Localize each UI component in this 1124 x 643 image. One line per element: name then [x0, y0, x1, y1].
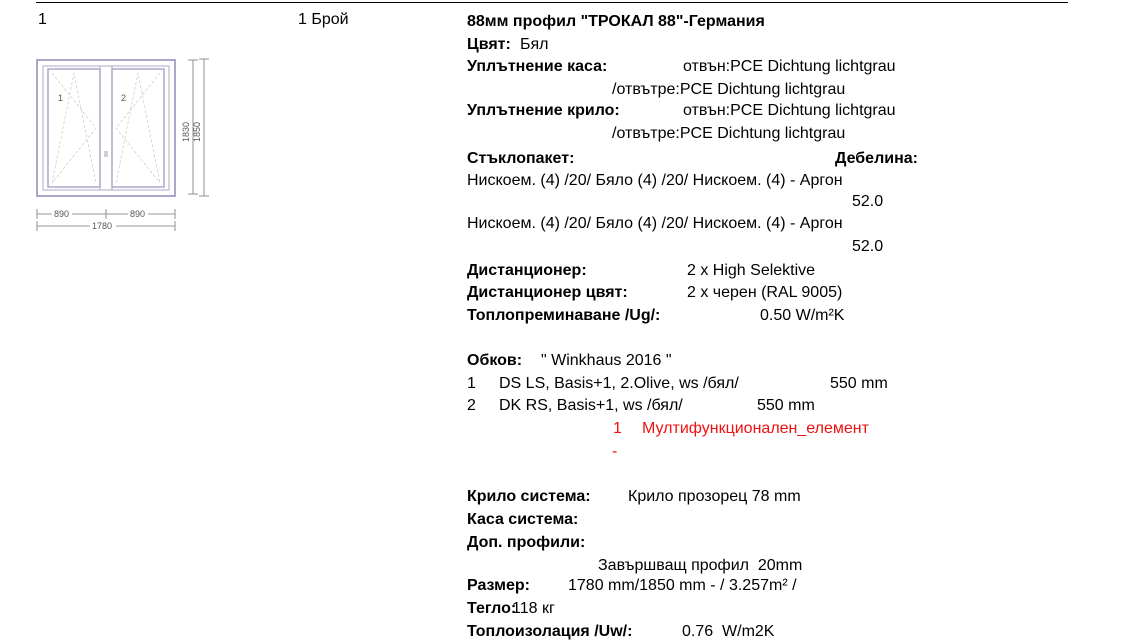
hardware-item-2-num: 2 [467, 397, 476, 414]
frame-seal-out: отвън:PCE Dichtung lichtgrau [683, 58, 896, 75]
sash-system-value: Крило прозорец 78 mm [628, 488, 801, 505]
color-label: Цвят: [467, 36, 511, 53]
ug-value: 0.50 W/m²K [760, 307, 845, 324]
thickness-label: Дебелина: [835, 150, 918, 167]
frame-seal-in: /отвътре:PCE Dichtung lichtgrau [612, 81, 846, 98]
extra-element-num: 1 [613, 420, 622, 437]
ug-label: Топлопреминаване /Ug/: [467, 307, 661, 324]
uw-value: 0.76 W/m2K [682, 623, 775, 640]
glass-row-2: Нискоем. (4) /20/ Бяло (4) /20/ Нискоем. (4) - Аргон [467, 215, 843, 232]
hardware-item-1-num: 1 [467, 375, 476, 392]
top-rule [36, 2, 1068, 3]
extra-element-dash: - [612, 443, 618, 460]
handle-marks [105, 151, 107, 157]
add-profile-value: Завършващ профил 20mm [598, 557, 803, 574]
hardware-value: " Winkhaus 2016 " [541, 352, 672, 369]
sash-label-1: 1 [58, 93, 64, 103]
extra-element-name: Мултифункционален_елемент [642, 420, 869, 437]
dim-width-left: 890 [54, 209, 70, 219]
add-profiles-label: Доп. профили: [467, 534, 586, 551]
color-value: Бял [520, 36, 549, 53]
spacer-color-label: Дистанционер цвят: [467, 284, 628, 301]
weight-label: Тегло: [467, 600, 517, 617]
sash-system-label: Крило система: [467, 488, 591, 505]
spacer-value: 2 x High Selektive [687, 262, 816, 279]
frame-system-label: Каса система: [467, 511, 579, 528]
weight-value: 118 кг [512, 600, 555, 617]
quantity-label: 1 Брой [298, 11, 349, 28]
hardware-item-2-desc: DK RS, Basis+1, ws /бял/ [499, 397, 683, 414]
frame-seal-label: Уплътнение каса: [467, 58, 608, 75]
sash-seal-in: /отвътре:PCE Dichtung lichtgrau [612, 125, 846, 142]
sash-seal-out: отвън:PCE Dichtung lichtgrau [683, 102, 896, 119]
glass-thickness-1: 52.0 [852, 193, 884, 210]
hardware-item-1-desc: DS LS, Basis+1, 2.Olive, ws /бял/ [499, 375, 739, 392]
position-number: 1 [38, 11, 47, 28]
dim-width-right: 890 [130, 209, 146, 219]
opening-lines [52, 73, 160, 183]
spacer-color-value: 2 x черен (RAL 9005) [687, 284, 843, 301]
dimension-lines [37, 59, 209, 231]
hardware-label: Обков: [467, 352, 523, 369]
window-drawing [34, 56, 224, 246]
size-label: Размер: [467, 577, 530, 594]
hardware-item-1-size: 550 mm [830, 375, 888, 392]
profile-title: 88мм профил "ТРОКАЛ 88"-Германия [467, 13, 765, 30]
spacer-label: Дистанционер: [467, 262, 587, 279]
glass-label: Стъклопакет: [467, 150, 575, 167]
uw-label: Топлоизолация /Uw/: [467, 623, 633, 640]
dim-width-total: 1780 [92, 221, 113, 231]
hardware-item-2-size: 550 mm [757, 397, 815, 414]
glass-thickness-2: 52.0 [852, 238, 884, 255]
glass-row-1: Нискоем. (4) /20/ Бяло (4) /20/ Нискоем. (4) - Аргон [467, 172, 843, 189]
sash-seal-label: Уплътнение крило: [467, 102, 620, 119]
size-value: 1780 mm/1850 mm - / 3.257m² / [568, 577, 797, 594]
dim-height-outer: 1850 [192, 121, 202, 142]
sash-label-2: 2 [121, 93, 127, 103]
dim-height-inner: 1830 [181, 121, 191, 142]
